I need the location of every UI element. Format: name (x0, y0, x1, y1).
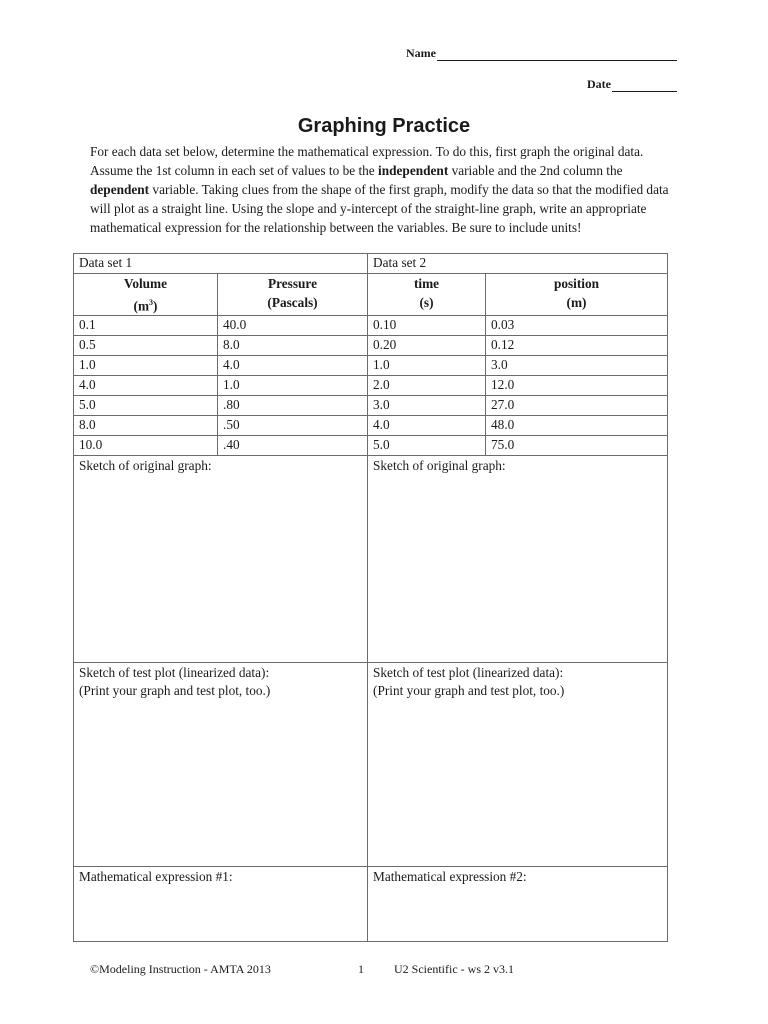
sketch-test-box-1[interactable] (74, 663, 368, 867)
table-cell: 4.0 (74, 376, 218, 396)
table-cell: .50 (218, 416, 368, 436)
table-cell: 0.20 (368, 336, 486, 356)
table-cell: 5.0 (74, 396, 218, 416)
footer-doc-id: U2 Scientific - ws 2 v3.1 (394, 962, 514, 976)
math-expression-box-1[interactable] (74, 867, 368, 942)
table-row (74, 376, 668, 396)
set1-col1-header (74, 274, 218, 316)
data-set-1-label: Data set 1 (74, 254, 368, 274)
volume-header: Volume (123, 276, 168, 291)
volume-unit (74, 293, 217, 315)
intro-text-1: For each data set below, determine the mathematical expression. To do this, first graph the original data. Assume the 1st column in each set of values to be the (90, 144, 644, 178)
print-note-2: (Print your graph and test plot, too.) (373, 683, 565, 699)
intro-text-3: variable. Taking clues from the shape of the first graph, modify the data so that the modified data will plot as a straight line. Using the slope and y-intercept of the straight-line graph, write an appropriate mathematical expression for the relationship between the variables. Be sure to include units! (90, 182, 669, 235)
intro-text-2: variable and the 2nd column the (448, 163, 623, 178)
volume-unit-close: ) (153, 298, 158, 314)
sketch-test-label-1: Sketch of test plot (linearized data): (79, 665, 270, 681)
table-cell: 1.0 (368, 356, 486, 376)
position-header: position (553, 276, 600, 291)
table-row (74, 416, 668, 436)
table-cell: 3.0 (486, 356, 668, 376)
set1-col2-header (218, 274, 368, 316)
table-cell: 2.0 (368, 376, 486, 396)
name-line[interactable] (437, 47, 677, 61)
name-field[interactable] (406, 46, 677, 61)
sketch-original-box-2[interactable] (368, 456, 668, 663)
math-expression-box-2[interactable] (368, 867, 668, 942)
table-cell: 48.0 (486, 416, 668, 436)
table-cell: 10.0 (74, 436, 218, 456)
table-cell: 27.0 (486, 396, 668, 416)
table-cell: 75.0 (486, 436, 668, 456)
date-label: Date (587, 77, 611, 91)
sketch-original-label-2: Sketch of original graph: (373, 458, 506, 474)
volume-unit-base: (m (133, 298, 150, 314)
data-set-2-label: Data set 2 (368, 254, 668, 274)
table-cell: 0.03 (486, 316, 668, 336)
volume-unit-exp: 3 (149, 298, 154, 307)
pressure-header: Pressure (268, 276, 317, 291)
name-label: Name (406, 46, 436, 60)
math-expression-label-1: Mathematical expression #1: (79, 869, 233, 885)
instructions-paragraph (90, 142, 680, 237)
table-cell: 5.0 (368, 436, 486, 456)
date-line[interactable] (612, 78, 677, 92)
table-cell: 8.0 (218, 336, 368, 356)
table-cell: 4.0 (218, 356, 368, 376)
table-cell: 1.0 (218, 376, 368, 396)
footer-page-number: 1 (358, 962, 364, 976)
pressure-unit: (Pascals) (267, 295, 318, 310)
footer-copyright: ©Modeling Instruction - AMTA 2013 (90, 962, 271, 976)
time-unit: (s) (419, 295, 434, 310)
math-expression-label-2: Mathematical expression #2: (373, 869, 527, 885)
intro-bold-dependent: dependent (90, 182, 150, 197)
table-row (74, 336, 668, 356)
table-cell: .80 (218, 396, 368, 416)
table-row (74, 316, 668, 336)
time-header: time (413, 276, 440, 291)
print-note-1: (Print your graph and test plot, too.) (79, 683, 271, 699)
sketch-original-label-1: Sketch of original graph: (79, 458, 212, 474)
set2-col2-header (486, 274, 668, 316)
table-cell: 0.1 (74, 316, 218, 336)
table-cell: 12.0 (486, 376, 668, 396)
table-cell: 8.0 (74, 416, 218, 436)
table-row (74, 436, 668, 456)
table-cell: 0.10 (368, 316, 486, 336)
position-unit: (m) (566, 295, 587, 310)
page-title: Graphing Practice (297, 115, 471, 137)
data-table (73, 253, 668, 942)
sketch-test-label-2: Sketch of test plot (linearized data): (373, 665, 564, 681)
table-cell: 40.0 (218, 316, 368, 336)
intro-bold-independent: independent (378, 163, 449, 178)
table-cell: 3.0 (368, 396, 486, 416)
set2-col1-header (368, 274, 486, 316)
table-row (74, 356, 668, 376)
table-cell: 1.0 (74, 356, 218, 376)
table-row (74, 396, 668, 416)
date-field[interactable] (587, 77, 677, 92)
sketch-original-box-1[interactable] (74, 456, 368, 663)
table-cell: .40 (218, 436, 368, 456)
table-cell: 0.12 (486, 336, 668, 356)
table-cell: 4.0 (368, 416, 486, 436)
sketch-test-box-2[interactable] (368, 663, 668, 867)
table-cell: 0.5 (74, 336, 218, 356)
